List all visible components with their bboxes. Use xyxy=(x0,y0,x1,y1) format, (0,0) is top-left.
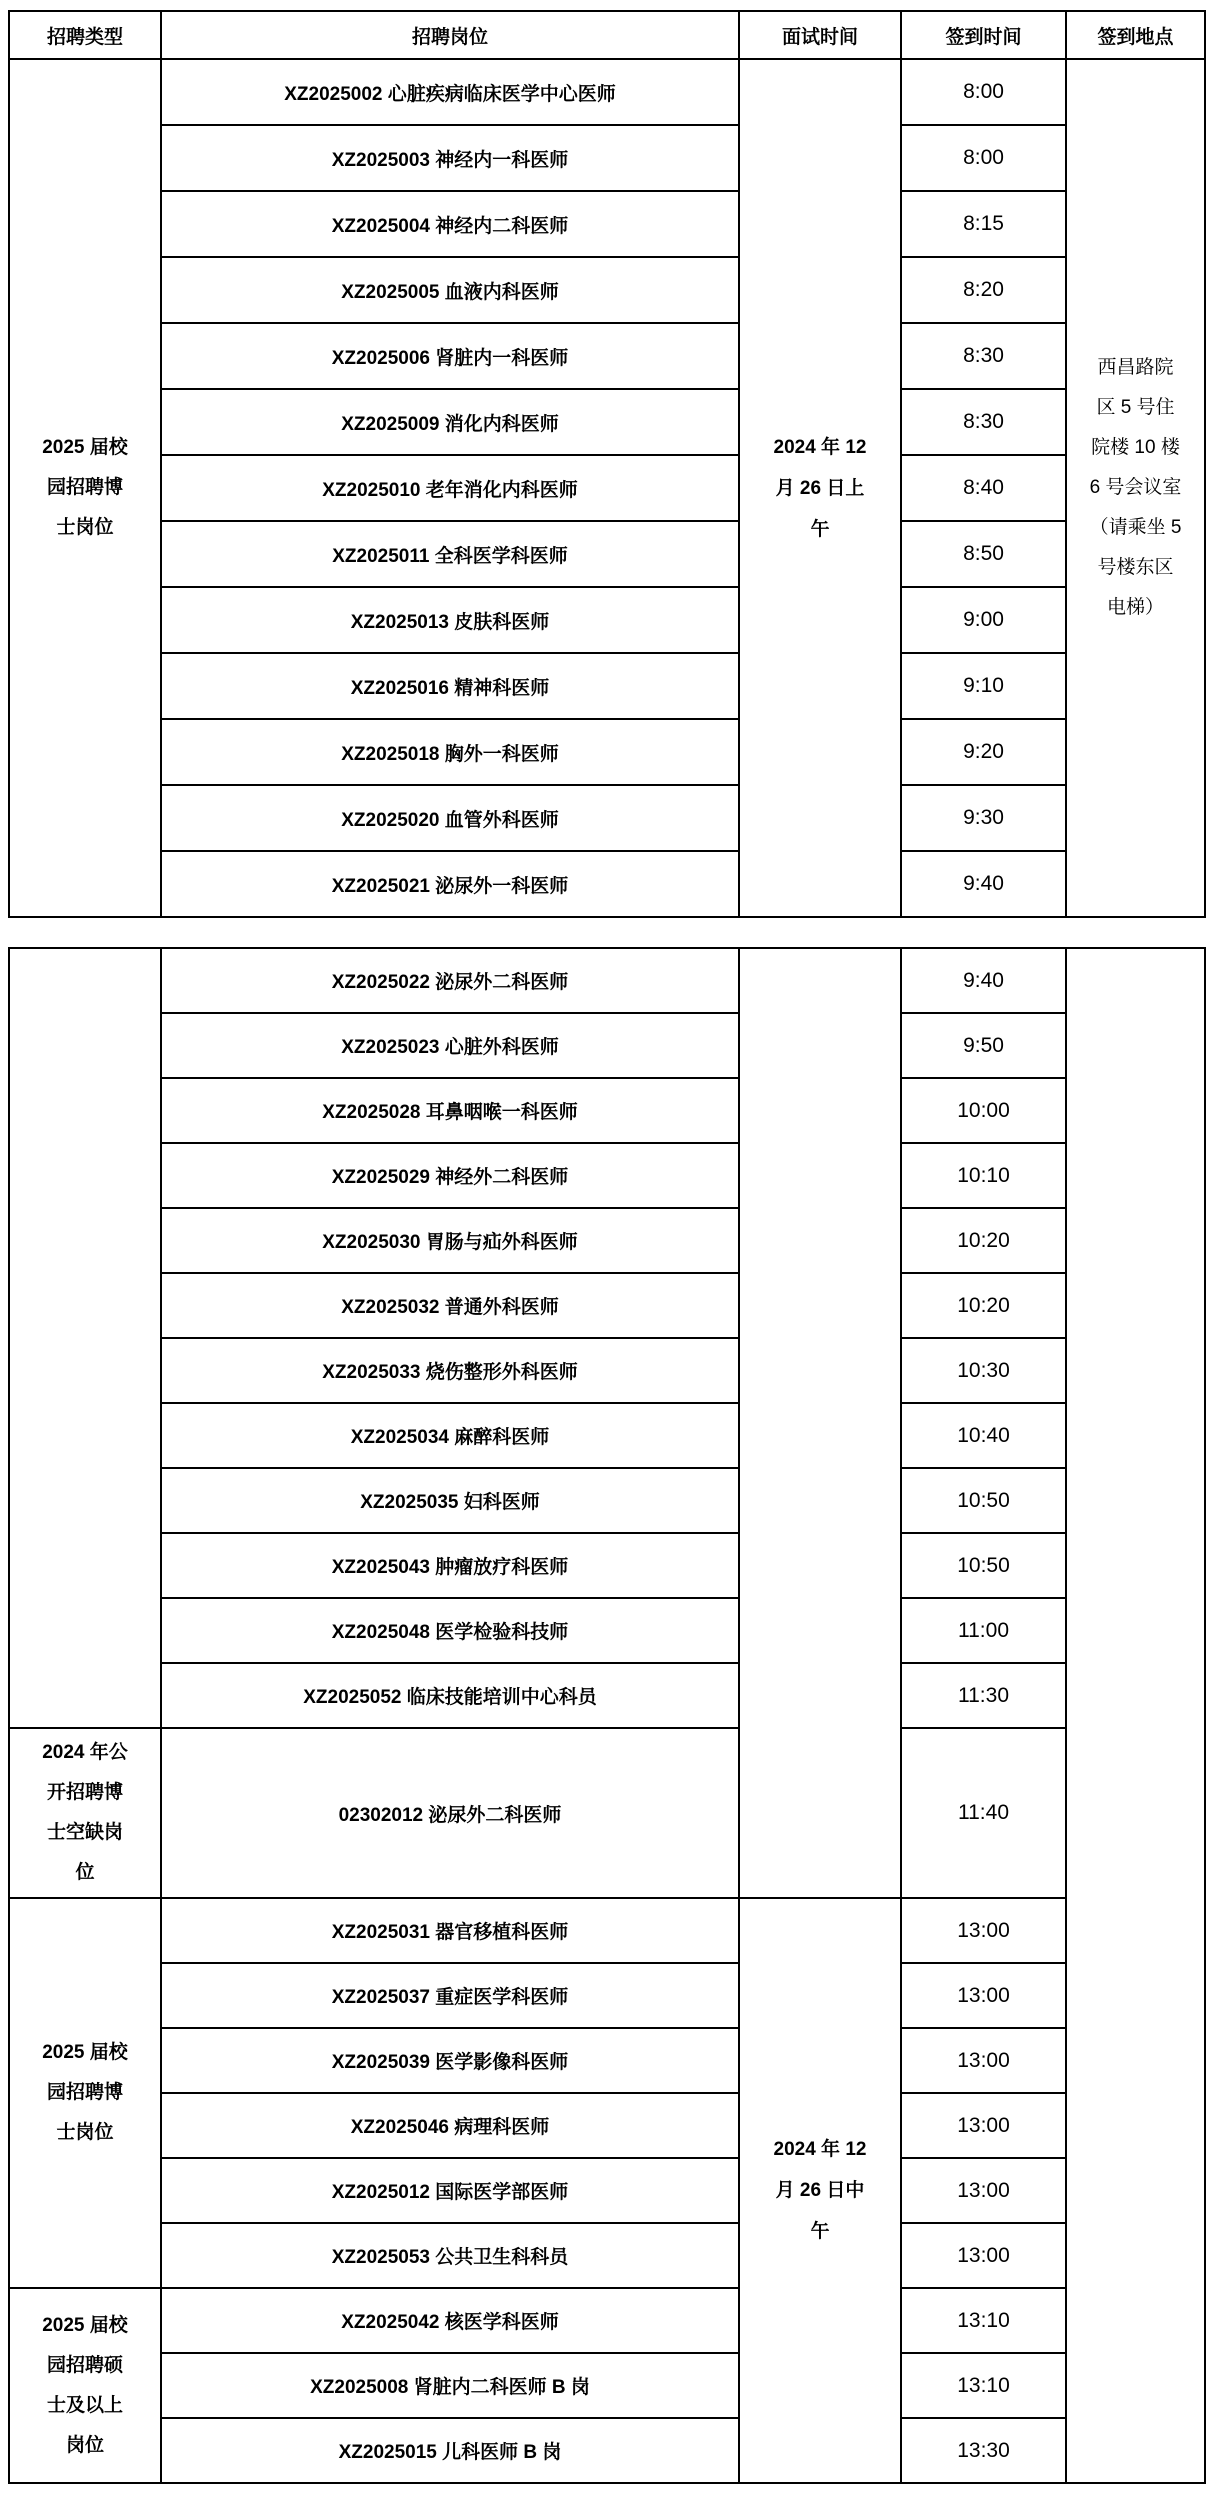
checkin-time-cell: 10:10 xyxy=(901,1143,1066,1208)
position-cell: XZ2025012 国际医学部医师 xyxy=(161,2158,739,2223)
table-row xyxy=(9,1338,1205,1403)
position-cell: XZ2025013 皮肤科医师 xyxy=(161,587,739,653)
checkin-time-cell: 9:50 xyxy=(901,1013,1066,1078)
checkin-time-cell: 10:00 xyxy=(901,1078,1066,1143)
checkin-time-cell: 8:15 xyxy=(901,191,1066,257)
checkin-time-cell: 9:30 xyxy=(901,785,1066,851)
position-cell: XZ2025032 普通外科医师 xyxy=(161,1273,739,1338)
checkin-time-cell: 8:30 xyxy=(901,323,1066,389)
header-recruit-type: 招聘类型 xyxy=(9,11,161,59)
schedule-table-continued xyxy=(8,947,1206,2484)
interview-time-cell xyxy=(739,59,901,917)
checkin-time-cell: 8:00 xyxy=(901,59,1066,125)
checkin-time-cell: 11:30 xyxy=(901,1663,1066,1728)
checkin-time-cell: 9:00 xyxy=(901,587,1066,653)
checkin-time-cell: 10:30 xyxy=(901,1338,1066,1403)
checkin-time-cell: 13:00 xyxy=(901,2223,1066,2288)
checkin-time-cell: 13:30 xyxy=(901,2418,1066,2483)
position-cell: XZ2025030 胃肠与疝外科医师 xyxy=(161,1208,739,1273)
interview-time-label: 2024 年 12 月 26 日上午 xyxy=(773,436,867,540)
checkin-time-cell: 11:40 xyxy=(901,1728,1066,1898)
table-row xyxy=(9,719,1205,785)
category-cell xyxy=(9,59,161,917)
position-cell: XZ2025020 血管外科医师 xyxy=(161,785,739,851)
position-cell: XZ2025035 妇科医师 xyxy=(161,1468,739,1533)
checkin-time-cell: 13:00 xyxy=(901,2028,1066,2093)
position-cell: XZ2025018 胸外一科医师 xyxy=(161,719,739,785)
position-cell: XZ2025002 心脏疾病临床医学中心医师 xyxy=(161,59,739,125)
table-row xyxy=(9,948,1205,1013)
table-row xyxy=(9,653,1205,719)
table-row xyxy=(9,2353,1205,2418)
checkin-time-cell: 8:30 xyxy=(901,389,1066,455)
position-cell: XZ2025039 医学影像科医师 xyxy=(161,2028,739,2093)
position-cell: XZ2025034 麻醉科医师 xyxy=(161,1403,739,1468)
category-cell-vacancy xyxy=(9,1728,161,1898)
checkin-time-cell: 13:10 xyxy=(901,2288,1066,2353)
interview-time-cell-noon xyxy=(739,1898,901,2483)
table-row xyxy=(9,389,1205,455)
table-row xyxy=(9,1533,1205,1598)
category-label: 2025 届校园招聘博士岗位 xyxy=(42,2042,128,2143)
table-row xyxy=(9,1468,1205,1533)
checkin-time-cell: 13:10 xyxy=(901,2353,1066,2418)
table-row xyxy=(9,455,1205,521)
category-label: 2025 届校园招聘硕士及以上岗位 xyxy=(42,2314,128,2456)
position-cell: XZ2025046 病理科医师 xyxy=(161,2093,739,2158)
checkin-time-cell: 8:20 xyxy=(901,257,1066,323)
table-row xyxy=(9,521,1205,587)
checkin-time-cell: 9:10 xyxy=(901,653,1066,719)
position-cell: XZ2025010 老年消化内科医师 xyxy=(161,455,739,521)
table-row xyxy=(9,1598,1205,1663)
table-row xyxy=(9,851,1205,917)
table-row xyxy=(9,125,1205,191)
position-cell: XZ2025006 肾脏内一科医师 xyxy=(161,323,739,389)
checkin-time-cell: 9:20 xyxy=(901,719,1066,785)
table-row xyxy=(9,59,1205,125)
header-interview-time: 面试时间 xyxy=(739,11,901,59)
interview-time-label: 2024 年 12 月 26 日中午 xyxy=(773,2139,867,2242)
table-row-vacancy xyxy=(9,1728,1205,1898)
position-cell: XZ2025011 全科医学科医师 xyxy=(161,521,739,587)
category-cell-empty xyxy=(9,948,161,1728)
position-cell: XZ2025028 耳鼻咽喉一科医师 xyxy=(161,1078,739,1143)
checkin-time-cell: 10:20 xyxy=(901,1273,1066,1338)
position-cell: XZ2025029 神经外二科医师 xyxy=(161,1143,739,1208)
table-row xyxy=(9,2223,1205,2288)
table-row xyxy=(9,1663,1205,1728)
checkin-time-cell: 13:00 xyxy=(901,2158,1066,2223)
position-cell: XZ2025023 心脏外科医师 xyxy=(161,1013,739,1078)
table-row xyxy=(9,2418,1205,2483)
category-label: 2025 届校园招聘博士岗位 xyxy=(42,437,128,538)
category-label: 2024 年公开招聘博士空缺岗位 xyxy=(42,1742,128,1883)
table-row xyxy=(9,323,1205,389)
checkin-time-cell: 9:40 xyxy=(901,948,1066,1013)
position-cell: XZ2025008 肾脏内二科医师 B 岗 xyxy=(161,2353,739,2418)
position-cell: XZ2025043 肿瘤放疗科医师 xyxy=(161,1533,739,1598)
position-cell: XZ2025021 泌尿外一科医师 xyxy=(161,851,739,917)
location-cell-empty xyxy=(1066,948,1205,2483)
table-section-gap xyxy=(8,918,1210,947)
position-cell: XZ2025003 神经内一科医师 xyxy=(161,125,739,191)
table-row xyxy=(9,587,1205,653)
category-cell-phd xyxy=(9,1898,161,2288)
location-label: 西昌路院区 5 号住院楼 10 楼 6 号会议室（请乘坐 5 号楼东区电梯） xyxy=(1089,357,1182,618)
checkin-time-cell: 8:40 xyxy=(901,455,1066,521)
checkin-time-cell: 11:00 xyxy=(901,1598,1066,1663)
table-row xyxy=(9,257,1205,323)
checkin-time-cell: 10:50 xyxy=(901,1533,1066,1598)
table-row xyxy=(9,2028,1205,2093)
table-row xyxy=(9,1013,1205,1078)
position-cell: XZ2025005 血液内科医师 xyxy=(161,257,739,323)
table-row xyxy=(9,1273,1205,1338)
category-cell-master xyxy=(9,2288,161,2483)
position-cell: XZ2025042 核医学科医师 xyxy=(161,2288,739,2353)
schedule-table-morning xyxy=(8,10,1206,918)
position-cell: XZ2025031 器官移植科医师 xyxy=(161,1898,739,1963)
checkin-time-cell: 10:40 xyxy=(901,1403,1066,1468)
table-row xyxy=(9,1898,1205,1963)
table-row xyxy=(9,2158,1205,2223)
checkin-time-cell: 8:00 xyxy=(901,125,1066,191)
position-cell: XZ2025037 重症医学科医师 xyxy=(161,1963,739,2028)
position-cell: XZ2025052 临床技能培训中心科员 xyxy=(161,1663,739,1728)
position-cell: XZ2025053 公共卫生科科员 xyxy=(161,2223,739,2288)
position-cell: XZ2025009 消化内科医师 xyxy=(161,389,739,455)
table-row xyxy=(9,1403,1205,1468)
table-row xyxy=(9,2093,1205,2158)
position-cell: 02302012 泌尿外二科医师 xyxy=(161,1728,739,1898)
checkin-time-cell: 9:40 xyxy=(901,851,1066,917)
table-row xyxy=(9,1143,1205,1208)
table-row xyxy=(9,191,1205,257)
header-checkin-time: 签到时间 xyxy=(901,11,1066,59)
table-row xyxy=(9,785,1205,851)
table-row xyxy=(9,1078,1205,1143)
position-cell: XZ2025016 精神科医师 xyxy=(161,653,739,719)
location-cell xyxy=(1066,59,1205,917)
checkin-time-cell: 10:50 xyxy=(901,1468,1066,1533)
header-row xyxy=(9,11,1205,59)
table-row xyxy=(9,2288,1205,2353)
header-checkin-location: 签到地点 xyxy=(1066,11,1205,59)
checkin-time-cell: 13:00 xyxy=(901,2093,1066,2158)
table-row xyxy=(9,1963,1205,2028)
position-cell: XZ2025015 儿科医师 B 岗 xyxy=(161,2418,739,2483)
checkin-time-cell: 10:20 xyxy=(901,1208,1066,1273)
header-position: 招聘岗位 xyxy=(161,11,739,59)
checkin-time-cell: 8:50 xyxy=(901,521,1066,587)
interview-time-cell-empty xyxy=(739,948,901,1898)
position-cell: XZ2025022 泌尿外二科医师 xyxy=(161,948,739,1013)
checkin-time-cell: 13:00 xyxy=(901,1898,1066,1963)
position-cell: XZ2025004 神经内二科医师 xyxy=(161,191,739,257)
table-row xyxy=(9,1208,1205,1273)
position-cell: XZ2025033 烧伤整形外科医师 xyxy=(161,1338,739,1403)
position-cell: XZ2025048 医学检验科技师 xyxy=(161,1598,739,1663)
checkin-time-cell: 13:00 xyxy=(901,1963,1066,2028)
